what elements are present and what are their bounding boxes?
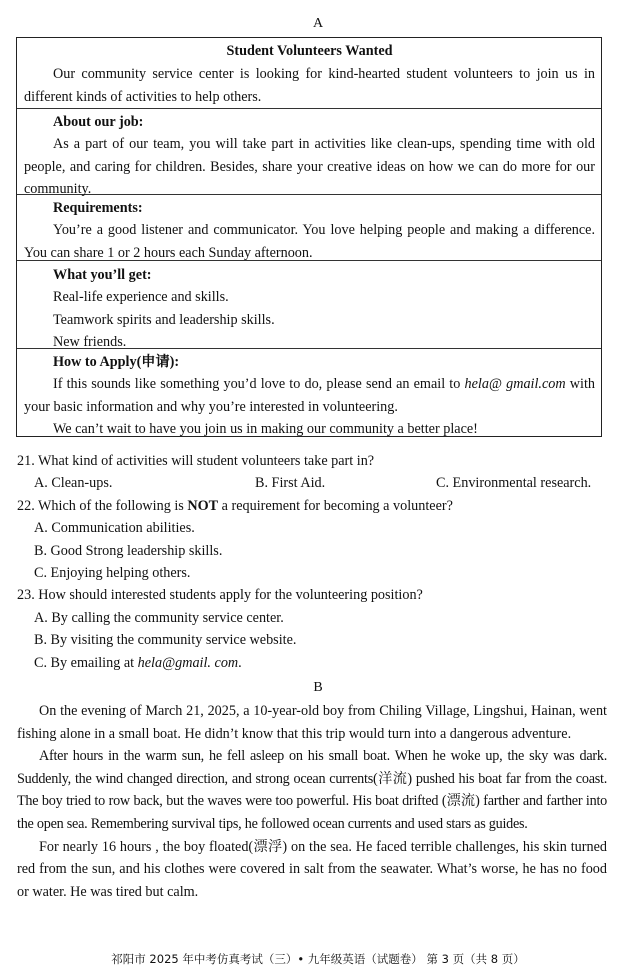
option-b: B. First Aid. [255, 475, 326, 492]
apply-text: If this sounds like something you’d love to do, please send an email to hela@ gmail.com with your basic information and why you’re interested in volunteering. [24, 376, 595, 415]
apply-box [17, 349, 601, 436]
passage-b [17, 700, 607, 903]
option-a: A. By calling the community service center. [34, 609, 284, 626]
job-text: As a part of our team, you will take part in activities like clean-ups, spending time with old people, and caring for children. Besides, share your creative ideas on how we can do more for our community. [24, 136, 595, 198]
option-b: B. By visiting the community service website. [34, 632, 297, 649]
option-c: C. Environmental research. [436, 475, 592, 492]
page-footer: 祁阳市 2025 年中考仿真考试（三）• 九年级英语（试题卷） 第 3 页（共 8 页） [111, 952, 525, 966]
benefit-item: New friends. [53, 334, 127, 351]
questions-block [17, 450, 607, 674]
notice-title-box [17, 38, 601, 109]
volunteer-notice [16, 37, 602, 437]
option-c: C. Enjoying helping others. [34, 565, 191, 582]
requirements-text: You’re a good listener and communicator. You love helping people and making a difference. You can share 1 or 2 hours each Sunday afternoon. [24, 222, 595, 261]
job-box [17, 109, 601, 198]
apply-email: hela@ gmail.com [464, 376, 566, 393]
benefit-item: Teamwork spirits and leadership skills. [53, 311, 275, 328]
question-22: 22. Which of the following is NOT a requirement for becoming a volunteer? [17, 497, 453, 514]
question-21: 21. What kind of activities will student volunteers take part in? [17, 453, 375, 469]
benefit-item: Real-life experience and skills. [53, 289, 229, 306]
section-b-label: B [313, 680, 323, 695]
option-c: C. By emailing at hela@gmail. com. [34, 654, 242, 671]
requirements-box [17, 195, 601, 261]
passage-paragraph: On the evening of March 21, 2025, a 10-year-old boy from Chiling Village, Lingshui, Hainan, went fishing alone in a small boat. He didn’t know that this trip would turn into a dangerous adventure. [17, 703, 607, 742]
question-23: 23. How should interested students apply for the volunteering position? [17, 587, 423, 604]
question-21-options [17, 472, 607, 494]
benefits-heading: What you’ll get: [53, 267, 152, 283]
passage-paragraph: After hours in the warm sun, he fell asleep on his small boat. When he woke up, the sky was dark. Suddenly, the wind changed direction, and strong ocean currents(洋流) pushed his boat far from the coast. The boy tried to row back, but the waves were too powerful. His boat drifted (漂流) farther and farther into the open sea. Remembering survival tips, he followed ocean currents and used stars as guides. [17, 748, 607, 832]
option-a: A. Clean-ups. [34, 475, 113, 492]
notice-title: Student Volunteers Wanted [226, 43, 393, 59]
passage-paragraph: For nearly 16 hours , the boy floated(漂浮) on the sea. He faced terrible challenges, his skin turned red from the sun, and his clothes were covered in salt from the seawater. What’s worse, he has no food or water. He was tired but calm. [17, 838, 607, 900]
option-b: B. Good Strong leadership skills. [34, 542, 223, 559]
benefits-box [17, 261, 601, 349]
job-heading: About our job: [53, 114, 144, 130]
requirements-heading: Requirements: [53, 200, 143, 216]
notice-intro: Our community service center is looking for kind-hearted student volunteers to join us in different kinds of activities to help others. [24, 66, 595, 105]
section-a-label: A [312, 16, 324, 31]
option-a: A. Communication abilities. [34, 520, 195, 537]
apply-closing: We can’t wait to have you join us in making our community a better place! [53, 421, 478, 438]
apply-heading: How to Apply(申请): [53, 354, 180, 370]
